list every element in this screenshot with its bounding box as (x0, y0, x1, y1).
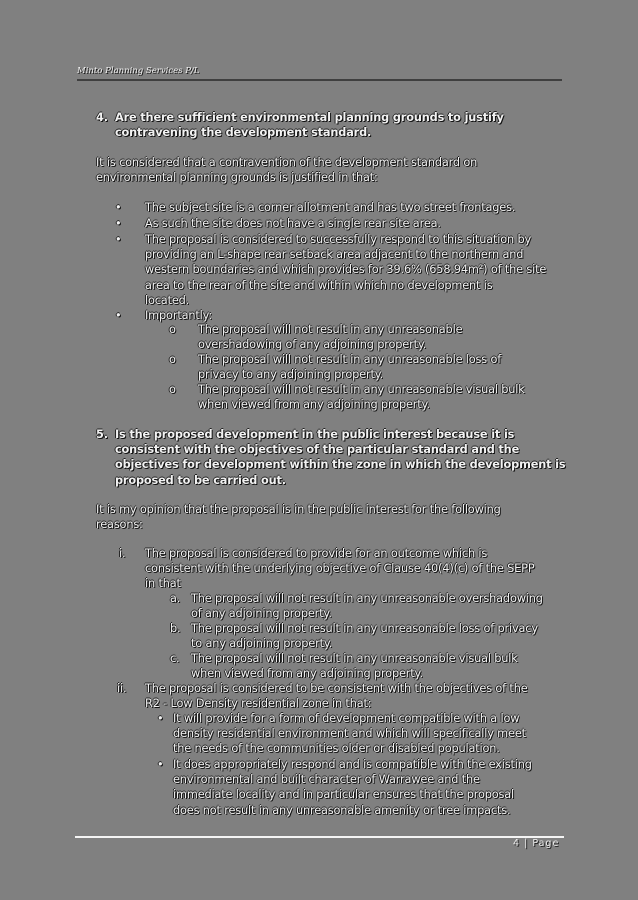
running-header-title: Minto Planning Services P/L (77, 66, 200, 76)
bullet-icon: • (115, 201, 122, 214)
page-number-value: 4 (513, 838, 521, 849)
section-5-intro: It is my opinion that the proposal is in the public interest for the following reasons: (96, 503, 501, 532)
section-4-intro: It is considered that a contravention of the development standard on environmental planning grounds is justified in that: (96, 156, 478, 185)
section-4-heading: Are there sufficient environmental planning grounds to justify contravening the development standard. (115, 111, 504, 140)
bullet-icon: • (115, 309, 122, 322)
list-item: The proposal is considered to successfully respond to this situation by providing an L-shape rear setback area adjacent to the northern and western boundaries and which provides for 39.6% (658.94m²) of the site area to the rear of the site and within which no development is located. (145, 233, 547, 307)
list-item: It will provide for a form of development compatible with a low density residential environment and which will specifically meet the needs of the communities older or disabled population. (173, 712, 526, 756)
circle-bullet-icon: o (169, 383, 176, 396)
roman-numeral: i. (119, 547, 126, 560)
list-item: The proposal will not result in any unreasonable visual bulk when viewed from any adjoining property. (198, 383, 525, 412)
section-4-number: 4. (96, 111, 108, 124)
section-5-number: 5. (96, 428, 108, 441)
header-divider (77, 79, 562, 81)
list-item: The subject site is a corner allotment and has two street frontages. (145, 201, 516, 214)
bullet-icon: • (157, 712, 164, 725)
page-number (513, 838, 559, 849)
list-item: The proposal will not result in any unreasonable loss of privacy to any adjoining property. (191, 622, 538, 651)
page-number-separator: | (524, 838, 529, 849)
list-item: The proposal will not result in any unreasonable overshadowing of any adjoining property. (198, 323, 463, 352)
bullet-icon: • (115, 217, 122, 230)
list-item: The proposal will not result in any unreasonable overshadowing of any adjoining property. (191, 592, 543, 621)
bullet-icon: • (157, 758, 164, 771)
list-item: Importantly: (145, 309, 213, 322)
list-item: As such the site does not have a single rear site area. (145, 217, 441, 230)
list-item: The proposal is considered to be consistent with the objectives of the R2 - Low Density residential zone in that: (145, 682, 528, 711)
section-5-heading: Is the proposed development in the public interest because it is consistent with the objectives of the particular standard and the objectives for development within the zone in which the development is proposed to be carried out. (115, 428, 566, 487)
list-item: It does appropriately respond and is compatible with the existing environmental and built character of Warrawee and the immediate locality and in particular ensures that the proposal does not result in any unreasonable amenity or tree impacts. (173, 758, 532, 817)
footer-divider (75, 836, 564, 838)
letter-marker: c. (170, 652, 180, 665)
letter-marker: a. (170, 592, 181, 605)
list-item: The proposal will not result in any unreasonable loss of privacy to any adjoining property. (198, 353, 502, 382)
list-item: The proposal will not result in any unreasonable visual bulk when viewed from any adjoining property. (191, 652, 518, 681)
page-label: Page (532, 838, 560, 849)
circle-bullet-icon: o (169, 323, 176, 336)
roman-numeral: ii. (117, 682, 127, 695)
list-item: The proposal is considered to provide for an outcome which is consistent with the underlying objective of Clause 40(4)(c) of the SEPP in that (145, 547, 535, 591)
circle-bullet-icon: o (169, 353, 176, 366)
bullet-icon: • (115, 233, 122, 246)
letter-marker: b. (170, 622, 181, 635)
